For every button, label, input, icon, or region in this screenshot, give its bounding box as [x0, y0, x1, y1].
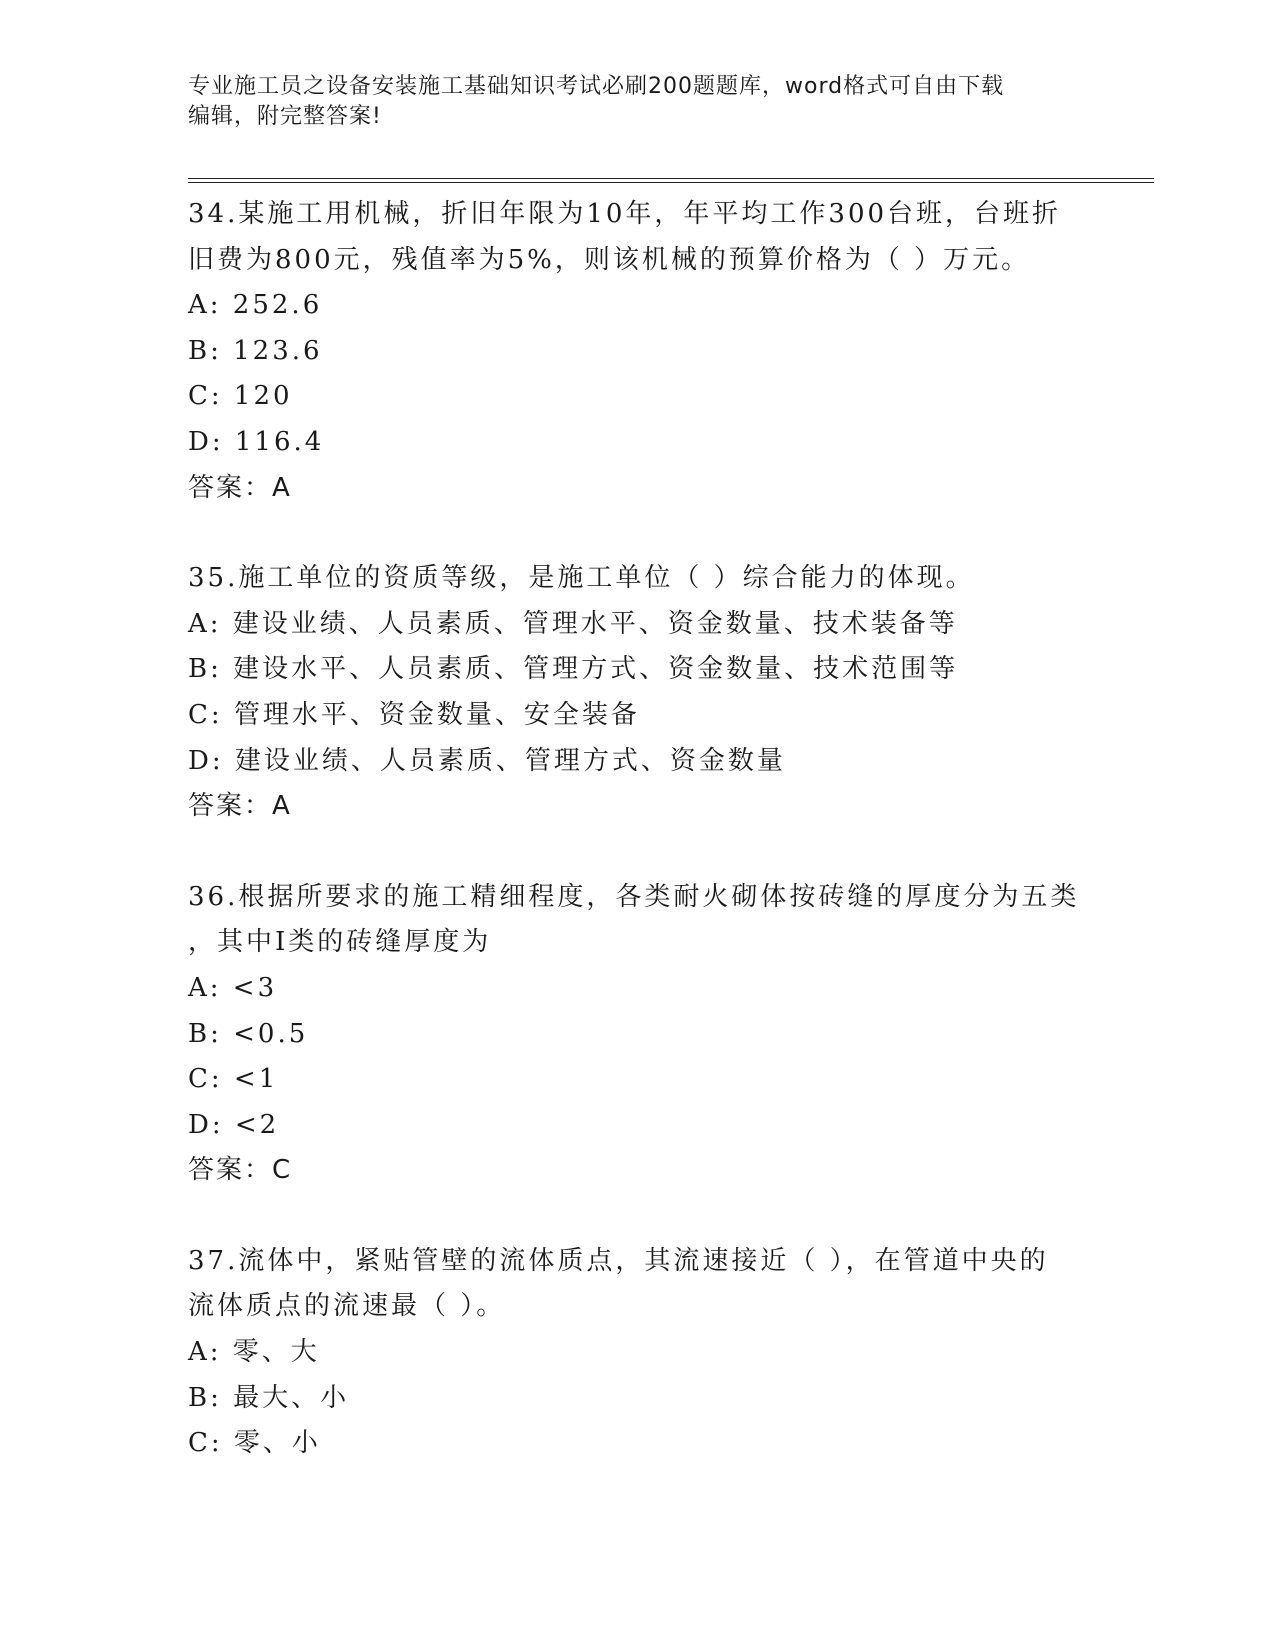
question-stem: ，其中I类的砖缝厚度为: [188, 927, 492, 958]
header-double-rule: [188, 178, 1154, 183]
option-a: A: 零、大: [188, 1337, 320, 1368]
question-35: [188, 556, 1088, 830]
header-line-2: 编辑，附完整答案!: [188, 104, 382, 129]
question-stem: 35.施工单位的资质等级，是施工单位（ ）综合能力的体现。: [188, 563, 975, 594]
option-b: B: 最大、小: [188, 1382, 350, 1413]
header-line-1: 专业施工员之设备安装施工基础知识考试必刷200题题库，word格式可自由下载: [188, 74, 1005, 99]
option-d: D: 116.4: [188, 426, 325, 457]
option-c: C: 120: [188, 381, 293, 412]
option-a: A: 252.6: [188, 290, 323, 321]
question-stem: 流体质点的流速最（ ）。: [188, 1291, 506, 1322]
question-list: [188, 192, 1088, 1512]
question-34: [188, 192, 1088, 511]
question-36: [188, 875, 1088, 1194]
option-c: C: <1: [188, 1064, 279, 1095]
option-a: A: 建设业绩、人员素质、管理水平、资金数量、技术装备等: [188, 608, 958, 639]
option-b: B: 123.6: [188, 335, 323, 366]
option-a: A: <3: [188, 972, 278, 1003]
option-c: C: 零、小: [188, 1428, 321, 1459]
option-c: C: 管理水平、资金数量、安全装备: [188, 699, 640, 730]
option-b: B: 建设水平、人员素质、管理方式、资金数量、技术范围等: [188, 654, 959, 685]
option-d: D: 建设业绩、人员素质、管理方式、资金数量: [188, 745, 786, 776]
option-d: D: <2: [188, 1109, 280, 1140]
question-stem: 旧费为800元，残值率为5%，则该机械的预算价格为（ ）万元。: [188, 244, 1031, 275]
question-37: [188, 1239, 1088, 1467]
question-stem: 36.根据所要求的施工精细程度，各类耐火砌体按砖缝的厚度分为五类: [188, 881, 1080, 912]
question-stem: 37.流体中，紧贴管壁的流体质点，其流速接近（ ），在管道中央的: [188, 1245, 1049, 1276]
answer: 答案：C: [188, 1155, 293, 1186]
question-stem: 34.某施工用机械，折旧年限为10年，年平均工作300台班，台班折: [188, 199, 1062, 229]
answer: 答案：A: [188, 791, 292, 822]
option-b: B: <0.5: [188, 1018, 309, 1049]
document-header: [188, 72, 1088, 132]
answer: 答案：A: [188, 472, 292, 503]
